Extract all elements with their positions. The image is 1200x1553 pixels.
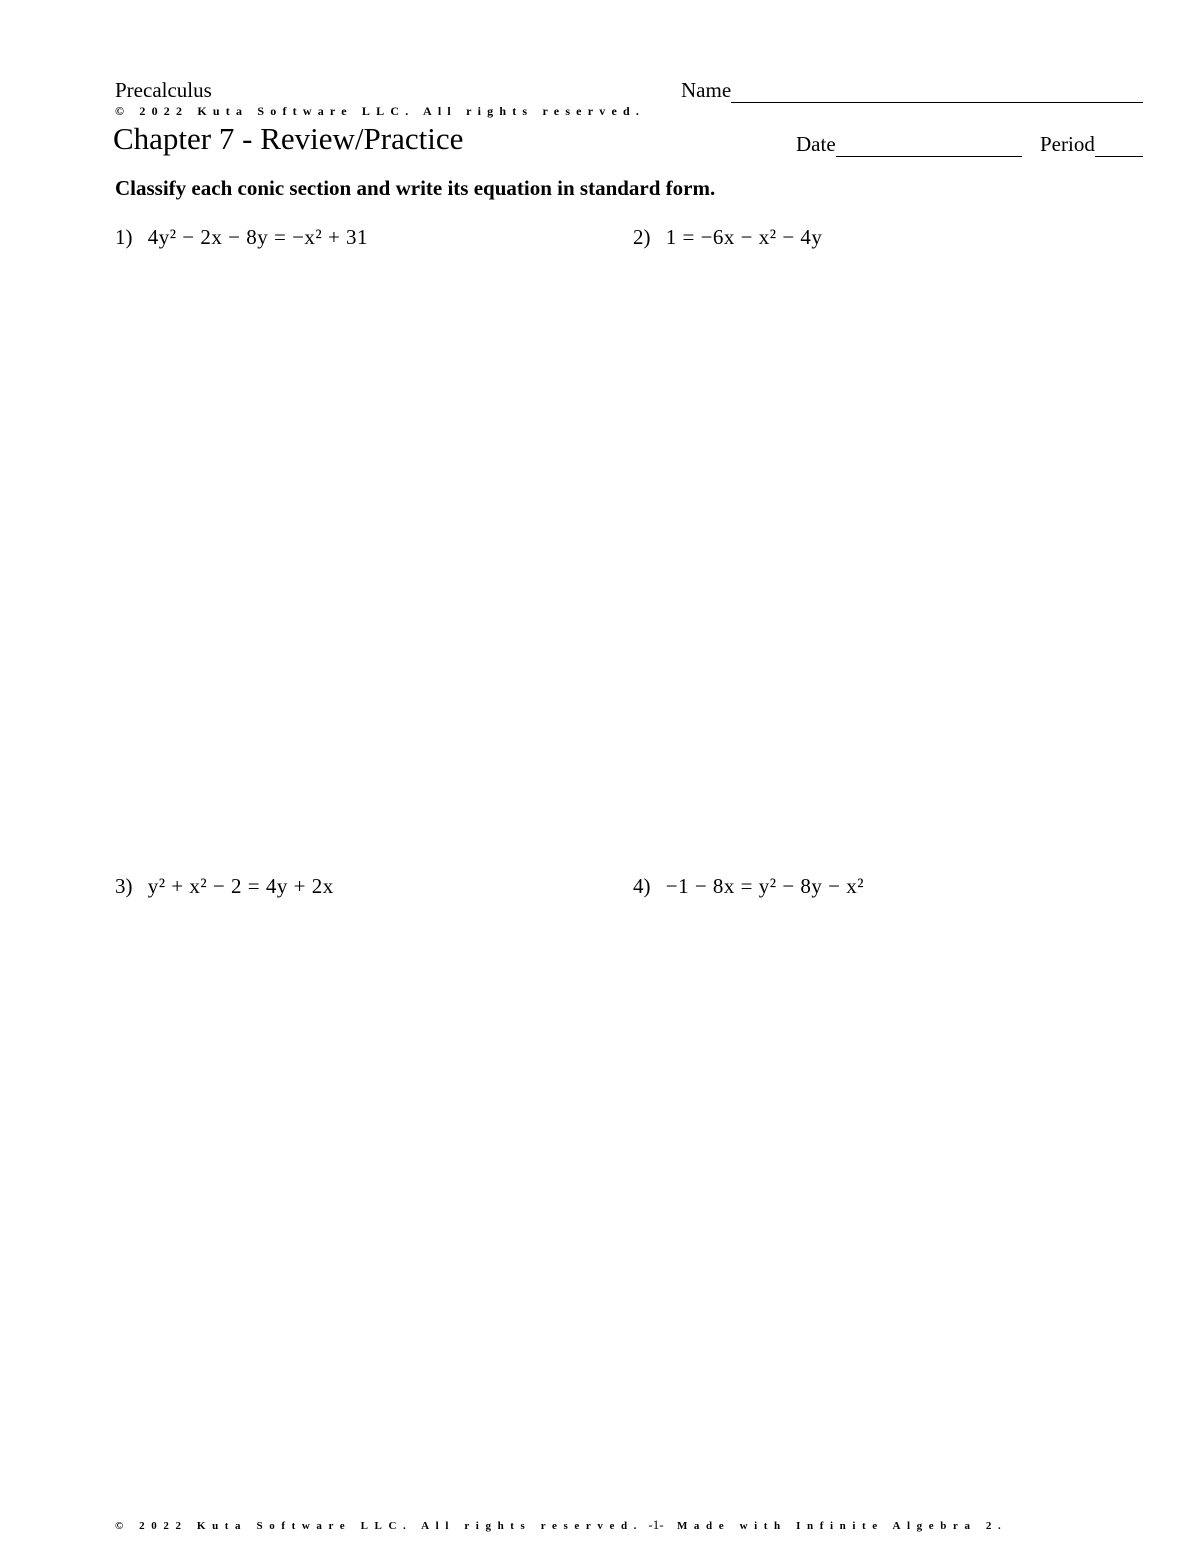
problem-number: 4) bbox=[633, 874, 651, 898]
problem-2 bbox=[633, 225, 822, 250]
period-blank-line[interactable] bbox=[1095, 136, 1143, 157]
problem-3 bbox=[115, 874, 334, 899]
date-blank-line[interactable] bbox=[836, 136, 1022, 157]
instructions: Classify each conic section and write its equation in standard form. bbox=[115, 176, 716, 200]
copyright-notice: © 2022 Kuta Software LLC. All rights reserved. bbox=[115, 104, 646, 118]
problem-equation: 4y² − 2x − 8y = −x² + 31 bbox=[147, 225, 369, 249]
date-field[interactable] bbox=[796, 132, 1022, 157]
problem-number: 1) bbox=[115, 225, 133, 249]
footer-made-with: Made with Infinite Algebra 2. bbox=[676, 1520, 1008, 1532]
problem-equation: −1 − 8x = y² − 8y − x² bbox=[665, 874, 865, 898]
page-number: -1- bbox=[648, 1517, 664, 1532]
worksheet-title: Chapter 7 - Review/Practice bbox=[113, 121, 464, 156]
name-blank-line[interactable] bbox=[731, 82, 1143, 103]
period-label: Period bbox=[1040, 132, 1095, 156]
footer-copyright: © 2022 Kuta Software LLC. All rights reserved. bbox=[115, 1520, 644, 1532]
problem-equation: y² + x² − 2 = 4y + 2x bbox=[147, 874, 334, 898]
problem-number: 2) bbox=[633, 225, 651, 249]
date-label: Date bbox=[796, 132, 836, 156]
problem-equation: 1 = −6x − x² − 4y bbox=[665, 225, 823, 249]
page-footer bbox=[115, 1517, 1007, 1533]
problem-1 bbox=[115, 225, 368, 250]
name-field[interactable] bbox=[681, 78, 1143, 103]
course-name: Precalculus bbox=[115, 78, 212, 102]
problem-4 bbox=[633, 874, 864, 899]
name-label: Name bbox=[681, 78, 732, 102]
period-field[interactable] bbox=[1040, 132, 1143, 157]
problem-number: 3) bbox=[115, 874, 133, 898]
